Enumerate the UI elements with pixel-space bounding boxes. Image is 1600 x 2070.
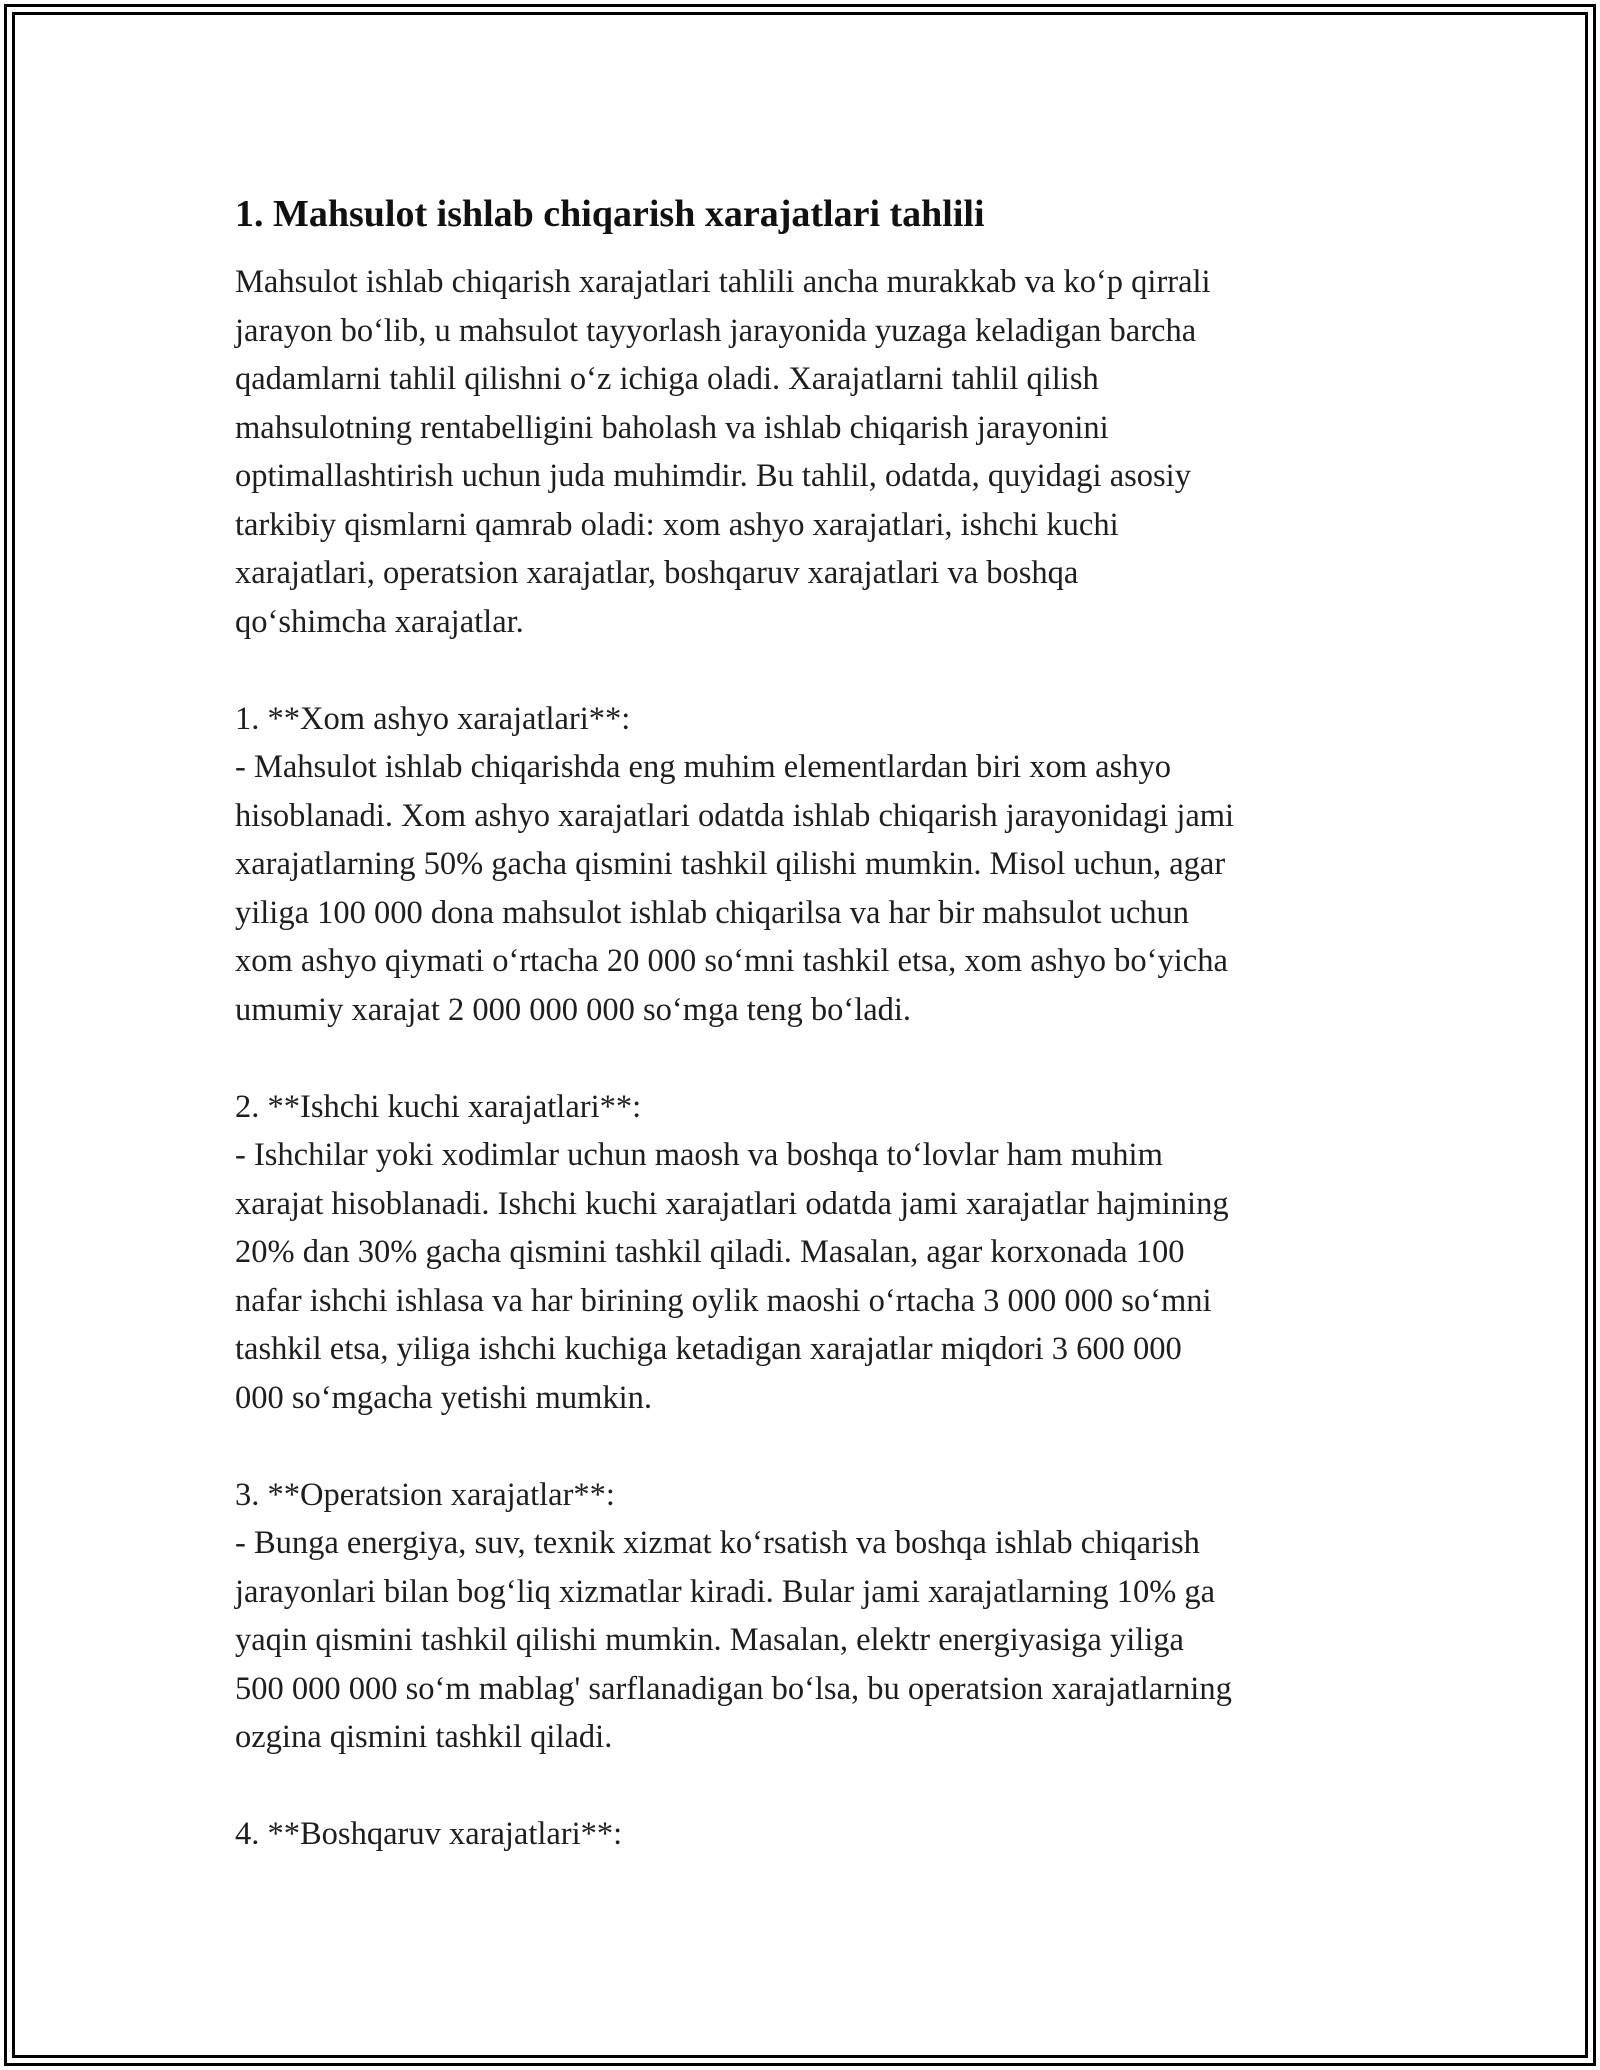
document-text: Mahsulot ishlab chiqarish xarajatlari tahlili ancha murakkab va ko‘p qirrali jarayon bo‘lib, u mahsulot tayyorlash jarayonida yuzaga keladigan barcha qadamlarni tahlil qilishni o‘z ichiga oladi. Xarajatlarni tahlil qilish mahsulotning rentabelligini baholash va ishlab chiqarish jarayonini optimallashtirish uchun juda muhimdir. Bu tahlil, odatda, quyidagi asosiy tarkibiy qismlarni qamrab oladi: xom ashyo xarajatlari, ishchi kuchi xarajatlari, operatsion xarajatlar, boshqaruv xarajatlari va boshqa qo‘shimcha xarajatlar. 1. **Xom ashyo xarajatlari**: - Mahsulot ishlab chiqarishda eng muhim elementlardan biri xom ashyo hisoblanadi. Xom ashyo xarajatlari odatda ishlab chiqarish jarayonidagi jami xarajatlarning 50% gacha qismini tashkil qilishi mumkin. Misol uchun, agar yiliga 100 000 dona mahsulot ishlab chiqarilsa va har bir mahsulot uchun xom ashyo qiymati o‘rtacha 20 000 so‘mni tashkil etsa, xom ashyo bo‘yicha umumiy xarajat 2 000 000 000 so‘mga teng bo‘ladi. 2. **Ishchi kuchi xarajatlari**: - Ishchilar yoki xodimlar uchun maosh va boshqa to‘lovlar ham muhim xarajat hisoblanadi. Ishchi kuchi xarajatlari odatda jami xarajatlar hajmining 20% dan 30% gacha qismini tashkil qiladi. Masalan, agar korxonada 100 nafar ishchi ishlasa va har birining oylik maoshi o‘rtacha 3 000 000 so‘mni tashkil etsa, yiliga ishchi kuchiga ketadigan xarajatlar miqdori 3 600 000 000 so‘mgacha yetishi mumkin. 3. **Operatsion xarajatlar**: - Bunga energiya, suv, texnik xizmat ko‘rsatish va boshqa ishlab chiqarish jarayonlari bilan bog‘liq xizmatlar kiradi. Bular jami xarajatlarning 10% ga yaqin qismini tashkil qilishi mumkin. Masalan, elektr energiyasiga yiliga 500 000 000 so‘m mablag' sarflanadigan bo‘lsa, bu operatsion xarajatlarning ozgina qismini tashkil qiladi. 4. **Boshqaruv xarajatlari**: [235,264,1235,1852]
document-heading: 1. Mahsulot ishlab chiqarish xarajatlari tahlili [235,193,985,235]
document-body [235,190,1375,1859]
